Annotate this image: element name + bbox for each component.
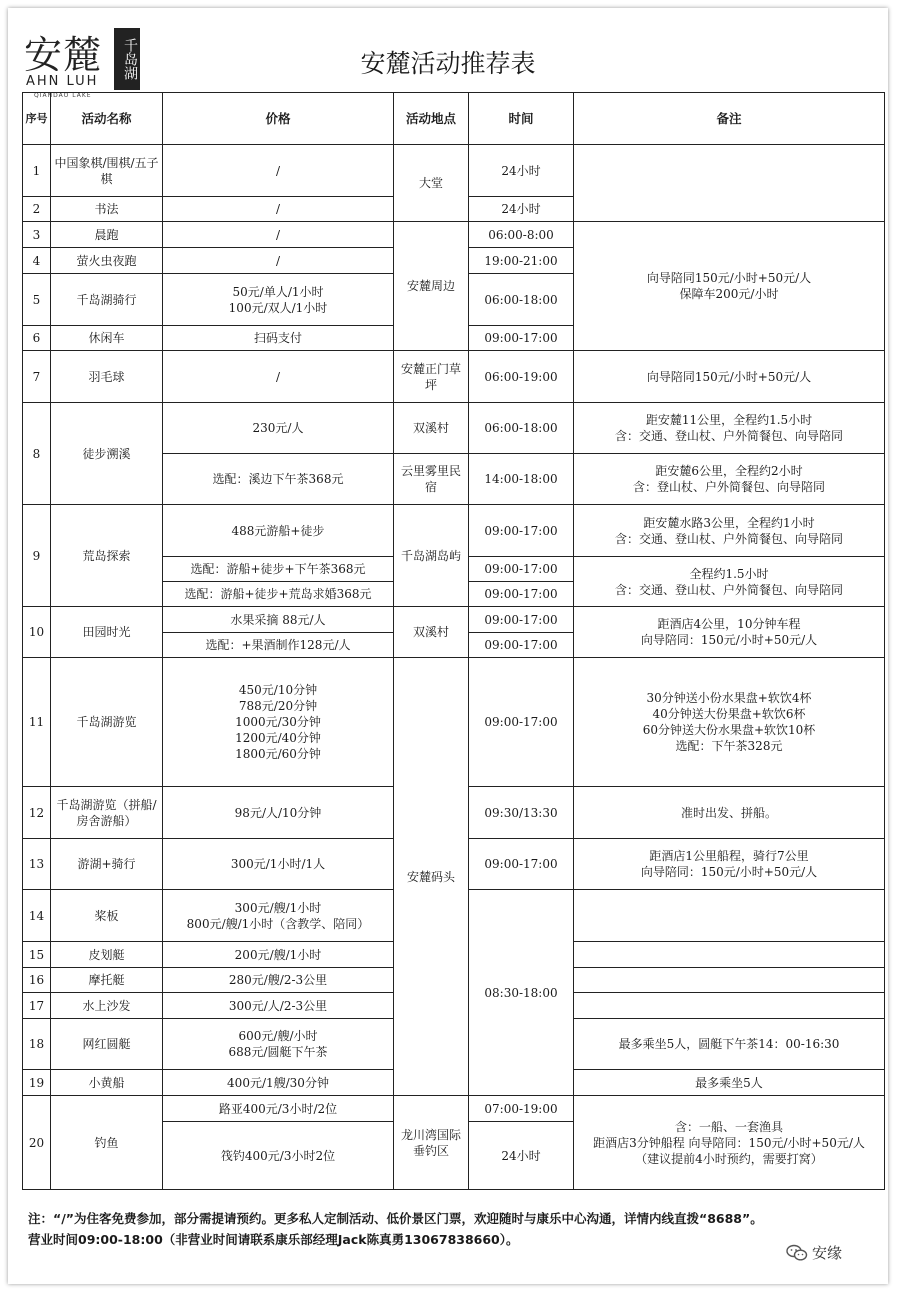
row-price: 筏钓400元/3小时2位 bbox=[163, 1122, 394, 1190]
row-price: 98元/人/10分钟 bbox=[163, 787, 394, 839]
row-name: 皮划艇 bbox=[51, 942, 163, 968]
row-no: 6 bbox=[23, 326, 51, 351]
row-price: 50元/单人/1小时 100元/双人/1小时 bbox=[163, 274, 394, 326]
wechat-icon bbox=[786, 1244, 808, 1262]
row-name: 钓鱼 bbox=[51, 1096, 163, 1190]
header-price: 价格 bbox=[163, 93, 394, 145]
row-no: 16 bbox=[23, 968, 51, 993]
row-note: 向导陪同150元/小时+50元/人 保障车200元/小时 bbox=[574, 222, 885, 351]
row-place: 双溪村 bbox=[394, 403, 469, 454]
row-note: 距安麓11公里，全程约1.5小时 含：交通、登山杖、户外简餐包、向导陪同 bbox=[574, 403, 885, 454]
row-name: 书法 bbox=[51, 197, 163, 222]
row-no: 19 bbox=[23, 1070, 51, 1096]
row-no: 10 bbox=[23, 607, 51, 658]
row-price: / bbox=[163, 351, 394, 403]
row-note bbox=[574, 145, 885, 222]
row-time: 24小时 bbox=[469, 197, 574, 222]
row-note: 距安麓6公里，全程约2小时 含：登山杖、户外简餐包、向导陪同 bbox=[574, 454, 885, 505]
row-time: 14:00-18:00 bbox=[469, 454, 574, 505]
row-name: 摩托艇 bbox=[51, 968, 163, 993]
row-time: 09:30/13:30 bbox=[469, 787, 574, 839]
row-place: 安麓正门草坪 bbox=[394, 351, 469, 403]
header-place: 活动地点 bbox=[394, 93, 469, 145]
row-name: 徒步溯溪 bbox=[51, 403, 163, 505]
logo-badge: 千岛湖 bbox=[114, 28, 140, 90]
table-row bbox=[23, 351, 885, 403]
row-time: 07:00-19:00 bbox=[469, 1096, 574, 1122]
row-name: 游湖+骑行 bbox=[51, 839, 163, 890]
row-price: / bbox=[163, 222, 394, 248]
row-time: 09:00-17:00 bbox=[469, 582, 574, 607]
row-price: 300元/艘/1小时 800元/艘/1小时（含教学、陪同） bbox=[163, 890, 394, 942]
table-row bbox=[23, 658, 885, 787]
row-no: 4 bbox=[23, 248, 51, 274]
row-no: 1 bbox=[23, 145, 51, 197]
row-place: 千岛湖岛屿 bbox=[394, 505, 469, 607]
row-place: 安麓码头 bbox=[394, 658, 469, 1096]
row-name: 羽毛球 bbox=[51, 351, 163, 403]
activity-table bbox=[22, 92, 885, 1190]
row-name: 田园时光 bbox=[51, 607, 163, 658]
page-title: 安麓活动推荐表 bbox=[360, 49, 536, 78]
row-price: 选配：溪边下午茶368元 bbox=[163, 454, 394, 505]
row-note: 全程约1.5小时 含：交通、登山杖、户外简餐包、向导陪同 bbox=[574, 557, 885, 607]
row-name: 千岛湖骑行 bbox=[51, 274, 163, 326]
row-price: 300元/1小时/1人 bbox=[163, 839, 394, 890]
table-row bbox=[23, 222, 885, 248]
table-row bbox=[23, 505, 885, 557]
wechat-label: 安缘 bbox=[812, 1244, 843, 1262]
row-price: 扫码支付 bbox=[163, 326, 394, 351]
row-time: 08:30-18:00 bbox=[469, 890, 574, 1096]
row-no: 8 bbox=[23, 403, 51, 505]
header-time: 时间 bbox=[469, 93, 574, 145]
row-time: 19:00-21:00 bbox=[469, 248, 574, 274]
row-note bbox=[574, 942, 885, 968]
row-no: 9 bbox=[23, 505, 51, 607]
row-no: 20 bbox=[23, 1096, 51, 1190]
row-price: 路亚400元/3小时/2位 bbox=[163, 1096, 394, 1122]
row-note: 30分钟送小份水果盘+软饮4杯 40分钟送大份果盘+软饮6杯 60分钟送大份水果盘+软饮10杯 选配：下午茶328元 bbox=[574, 658, 885, 787]
row-price: 280元/艘/2-3公里 bbox=[163, 968, 394, 993]
row-name: 桨板 bbox=[51, 890, 163, 942]
row-no: 3 bbox=[23, 222, 51, 248]
row-note bbox=[574, 993, 885, 1019]
row-time: 09:00-17:00 bbox=[469, 839, 574, 890]
row-place: 双溪村 bbox=[394, 607, 469, 658]
row-price: 选配：游船+徒步+下午茶368元 bbox=[163, 557, 394, 582]
row-time: 09:00-17:00 bbox=[469, 607, 574, 633]
row-place: 安麓周边 bbox=[394, 222, 469, 351]
table-header-row bbox=[23, 93, 885, 145]
row-note: 准时出发、拼船。 bbox=[574, 787, 885, 839]
row-name: 水上沙发 bbox=[51, 993, 163, 1019]
row-price: 300元/人/2-3公里 bbox=[163, 993, 394, 1019]
row-time: 24小时 bbox=[469, 145, 574, 197]
row-price: 选配：+果酒制作128元/人 bbox=[163, 633, 394, 658]
row-no: 17 bbox=[23, 993, 51, 1019]
row-name: 中国象棋/围棋/五子棋 bbox=[51, 145, 163, 197]
table-row bbox=[23, 607, 885, 633]
row-time: 24小时 bbox=[469, 1122, 574, 1190]
header-name: 活动名称 bbox=[51, 93, 163, 145]
row-name: 荒岛探索 bbox=[51, 505, 163, 607]
row-place: 龙川湾国际垂钓区 bbox=[394, 1096, 469, 1190]
header-no: 序号 bbox=[23, 93, 51, 145]
row-time: 09:00-17:00 bbox=[469, 658, 574, 787]
row-price: / bbox=[163, 197, 394, 222]
wechat-watermark bbox=[786, 1242, 842, 1263]
row-time: 09:00-17:00 bbox=[469, 557, 574, 582]
row-time: 09:00-17:00 bbox=[469, 505, 574, 557]
table-row bbox=[23, 403, 885, 454]
logo-main-text: 安麓 bbox=[24, 33, 103, 77]
row-note bbox=[574, 968, 885, 993]
logo-subtitle: QIANDAO LAKE bbox=[34, 92, 92, 99]
row-note: 距酒店4公里，10分钟车程 向导陪同：150元/小时+50元/人 bbox=[574, 607, 885, 658]
row-no: 7 bbox=[23, 351, 51, 403]
row-price: 400元/1艘/30分钟 bbox=[163, 1070, 394, 1096]
header-note: 备注 bbox=[574, 93, 885, 145]
row-time: 09:00-17:00 bbox=[469, 633, 574, 658]
row-name: 晨跑 bbox=[51, 222, 163, 248]
row-no: 15 bbox=[23, 942, 51, 968]
footnote bbox=[28, 1210, 868, 1252]
row-price: 230元/人 bbox=[163, 403, 394, 454]
row-no: 12 bbox=[23, 787, 51, 839]
row-note bbox=[574, 890, 885, 942]
row-price: 水果采摘 88元/人 bbox=[163, 607, 394, 633]
row-no: 5 bbox=[23, 274, 51, 326]
footnote-line-1: 注：“/”为住客免费参加，部分需提请预约。更多私人定制活动、低价景区门票，欢迎随时与康乐中心沟通，详情内线直拨“8688”。 bbox=[28, 1211, 763, 1226]
row-price: 600元/艘/小时 688元/圆艇下午茶 bbox=[163, 1019, 394, 1070]
row-no: 18 bbox=[23, 1019, 51, 1070]
table-row bbox=[23, 1096, 885, 1122]
row-note: 最多乘坐5人 bbox=[574, 1070, 885, 1096]
row-price: 488元游船+徒步 bbox=[163, 505, 394, 557]
row-place: 大堂 bbox=[394, 145, 469, 222]
row-no: 11 bbox=[23, 658, 51, 787]
row-time: 06:00-19:00 bbox=[469, 351, 574, 403]
row-no: 13 bbox=[23, 839, 51, 890]
row-time: 06:00-8:00 bbox=[469, 222, 574, 248]
row-price: / bbox=[163, 145, 394, 197]
row-price: 200元/艘/1小时 bbox=[163, 942, 394, 968]
row-name: 千岛湖游览（拼船/房舍游船） bbox=[51, 787, 163, 839]
row-time: 06:00-18:00 bbox=[469, 403, 574, 454]
row-note: 向导陪同150元/小时+50元/人 bbox=[574, 351, 885, 403]
row-price: / bbox=[163, 248, 394, 274]
row-note: 最多乘坐5人，圆艇下午茶14：00-16:30 bbox=[574, 1019, 885, 1070]
row-name: 萤火虫夜跑 bbox=[51, 248, 163, 274]
logo-english: AHN LUH bbox=[26, 74, 99, 89]
row-name: 网红圆艇 bbox=[51, 1019, 163, 1070]
row-name: 休闲车 bbox=[51, 326, 163, 351]
document-page bbox=[8, 8, 888, 1284]
row-time: 09:00-17:00 bbox=[469, 326, 574, 351]
row-note: 距酒店1公里船程，骑行7公里 向导陪同：150元/小时+50元/人 bbox=[574, 839, 885, 890]
row-note: 距安麓水路3公里，全程约1小时 含：交通、登山杖、户外简餐包、向导陪同 bbox=[574, 505, 885, 557]
row-name: 小黄船 bbox=[51, 1070, 163, 1096]
row-no: 14 bbox=[23, 890, 51, 942]
row-name: 千岛湖游览 bbox=[51, 658, 163, 787]
row-time: 06:00-18:00 bbox=[469, 274, 574, 326]
row-price: 选配：游船+徒步+荒岛求婚368元 bbox=[163, 582, 394, 607]
footnote-line-2: 营业时间09:00-18:00（非营业时间请联系康乐部经理Jack陈真勇13067838660）。 bbox=[28, 1232, 519, 1247]
table-row bbox=[23, 145, 885, 197]
row-place: 云里雾里民宿 bbox=[394, 454, 469, 505]
row-price: 450元/10分钟 788元/20分钟 1000元/30分钟 1200元/40分钟 1800元/60分钟 bbox=[163, 658, 394, 787]
row-no: 2 bbox=[23, 197, 51, 222]
row-note: 含：一船、一套渔具 距酒店3分钟船程 向导陪同：150元/小时+50元/人 （建议提前4小时预约，需要打窝） bbox=[574, 1096, 885, 1190]
